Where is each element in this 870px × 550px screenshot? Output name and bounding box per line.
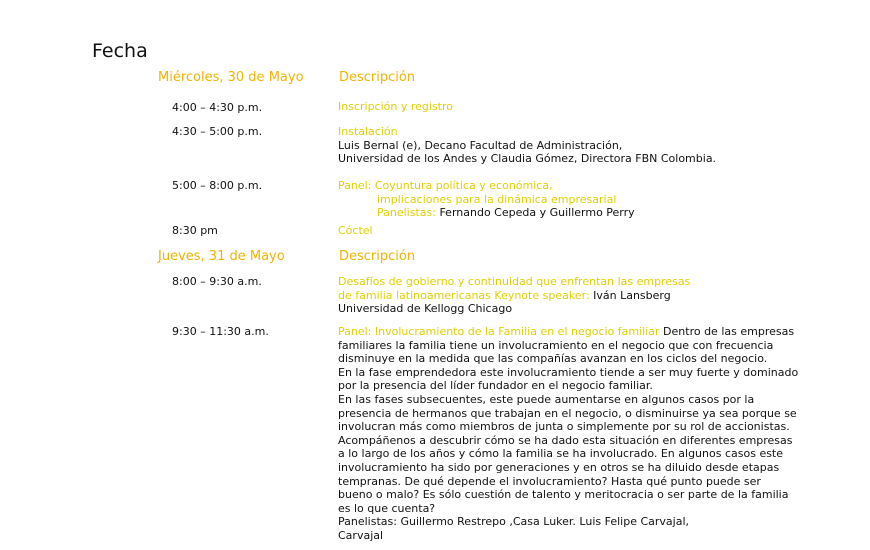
body-text: Universidad de los Andes y Claudia Gómez, Directora FBN Colombia.	[338, 152, 717, 166]
body-text: Fernando Cepeda y Guillermo Perry	[439, 206, 635, 220]
event-description	[338, 325, 798, 543]
description-line	[338, 393, 798, 407]
highlight-text: Panel: Coyuntura política y económica,	[338, 179, 553, 192]
description-line	[338, 488, 798, 502]
description-line	[338, 434, 798, 448]
highlight-text: implicaciones para la dinámica empresarial	[377, 192, 617, 206]
description-line	[338, 529, 798, 543]
description-line	[338, 352, 798, 366]
highlight-text: Cóctel	[338, 224, 373, 237]
body-text: Carvajal	[338, 528, 384, 542]
description-line	[338, 206, 635, 220]
time-slot: 4:00 – 4:30 p.m.	[172, 101, 263, 114]
description-line	[338, 193, 635, 207]
body-text: presencia de hermanos que trabajan en el negocio, o disminuirse ya sea porque se	[338, 406, 797, 420]
body-text: Luis Bernal (e), Decano Facultad de Administración,	[338, 138, 623, 152]
description-line	[338, 407, 798, 421]
body-text: En la fase emprendedora este involucramiento tiende a ser muy fuerte y dominado	[338, 365, 799, 379]
event-description	[338, 224, 373, 238]
time-slot: 5:00 – 8:00 p.m.	[172, 179, 263, 192]
highlight-text: Panelistas:	[377, 206, 440, 220]
event-description	[338, 179, 635, 220]
time-slot: 4:30 – 5:00 p.m.	[172, 125, 263, 138]
body-text: a lo largo de los años y cómo la familia se ha involucrado. En algunos casos este	[338, 447, 784, 461]
time-slot: 9:30 – 11:30 a.m.	[172, 325, 269, 338]
description-line	[338, 339, 798, 353]
time-slot: 8:00 – 9:30 a.m.	[172, 275, 262, 288]
highlight-text: Inscripción y registro	[338, 100, 454, 113]
page-title: Fecha	[92, 40, 148, 62]
description-line	[338, 420, 798, 434]
description-heading: Descripción	[339, 70, 416, 85]
body-text: Universidad de Kellogg Chicago	[338, 302, 513, 316]
body-text: familiares la familia tiene un involucramiento en el negocio que con frecuencia	[338, 338, 774, 352]
body-text: involucramiento ha sido por generaciones y en otros se ha diluido desde etapas	[338, 460, 780, 474]
body-text: por la presencia del líder fundador en el negocio familiar.	[338, 379, 653, 393]
body-text: En las fases subsecuentes, este puede aumentarse en algunos casos por la	[338, 392, 755, 406]
description-heading: Descripción	[339, 249, 416, 264]
description-line	[338, 515, 798, 529]
body-text: Acompáñenos a descubrir cómo se ha dado esta situación en diferentes empresas	[338, 433, 793, 447]
body-text: Panelistas: Guillermo Restrepo ,Casa Luker. Luis Felipe Carvajal,	[338, 515, 690, 529]
description-line	[338, 139, 716, 153]
description-line	[338, 275, 690, 289]
description-line	[338, 447, 798, 461]
description-line	[338, 302, 690, 316]
description-line	[338, 475, 798, 489]
highlight-text: Instalación	[338, 125, 398, 138]
day-heading: Jueves, 31 de Mayo	[158, 249, 285, 264]
description-line	[338, 100, 453, 114]
description-line	[338, 379, 798, 393]
description-line	[338, 502, 798, 516]
description-line	[338, 461, 798, 475]
time-slot: 8:30 pm	[172, 224, 218, 237]
event-description	[338, 100, 453, 114]
body-text: Iván Lansberg	[593, 288, 671, 302]
highlight-text: de familia latinoamericanas Keynote speaker:	[338, 288, 594, 302]
body-text: disminuye en la medida que las compañías avanzan en los ciclos del negocio.	[338, 352, 768, 366]
event-description	[338, 125, 716, 166]
description-line	[338, 224, 373, 238]
description-line	[338, 366, 798, 380]
body-text: Dentro de las empresas	[663, 325, 795, 338]
description-line	[338, 325, 798, 339]
body-text: involucran más como miembros de junta o simplemente por su rol de accionistas.	[338, 420, 790, 434]
description-line	[338, 152, 716, 166]
highlight-text: Desafíos de gobierno y continuidad que enfrentan las empresas	[338, 275, 691, 288]
description-line	[338, 179, 635, 193]
description-line	[338, 289, 690, 303]
event-description	[338, 275, 690, 316]
day-heading: Miércoles, 30 de Mayo	[158, 70, 304, 85]
highlight-text: Panel: Involucramiento de la Familia en el negocio familiar	[338, 325, 664, 338]
body-text: tempranas. De qué depende el involucramiento? Hasta qué punto puede ser	[338, 474, 761, 488]
body-text: bueno o malo? Es sólo cuestión de talento y meritocracia o ser parte de la familia	[338, 488, 789, 502]
description-line	[338, 125, 716, 139]
body-text: es lo que cuenta?	[338, 501, 436, 515]
